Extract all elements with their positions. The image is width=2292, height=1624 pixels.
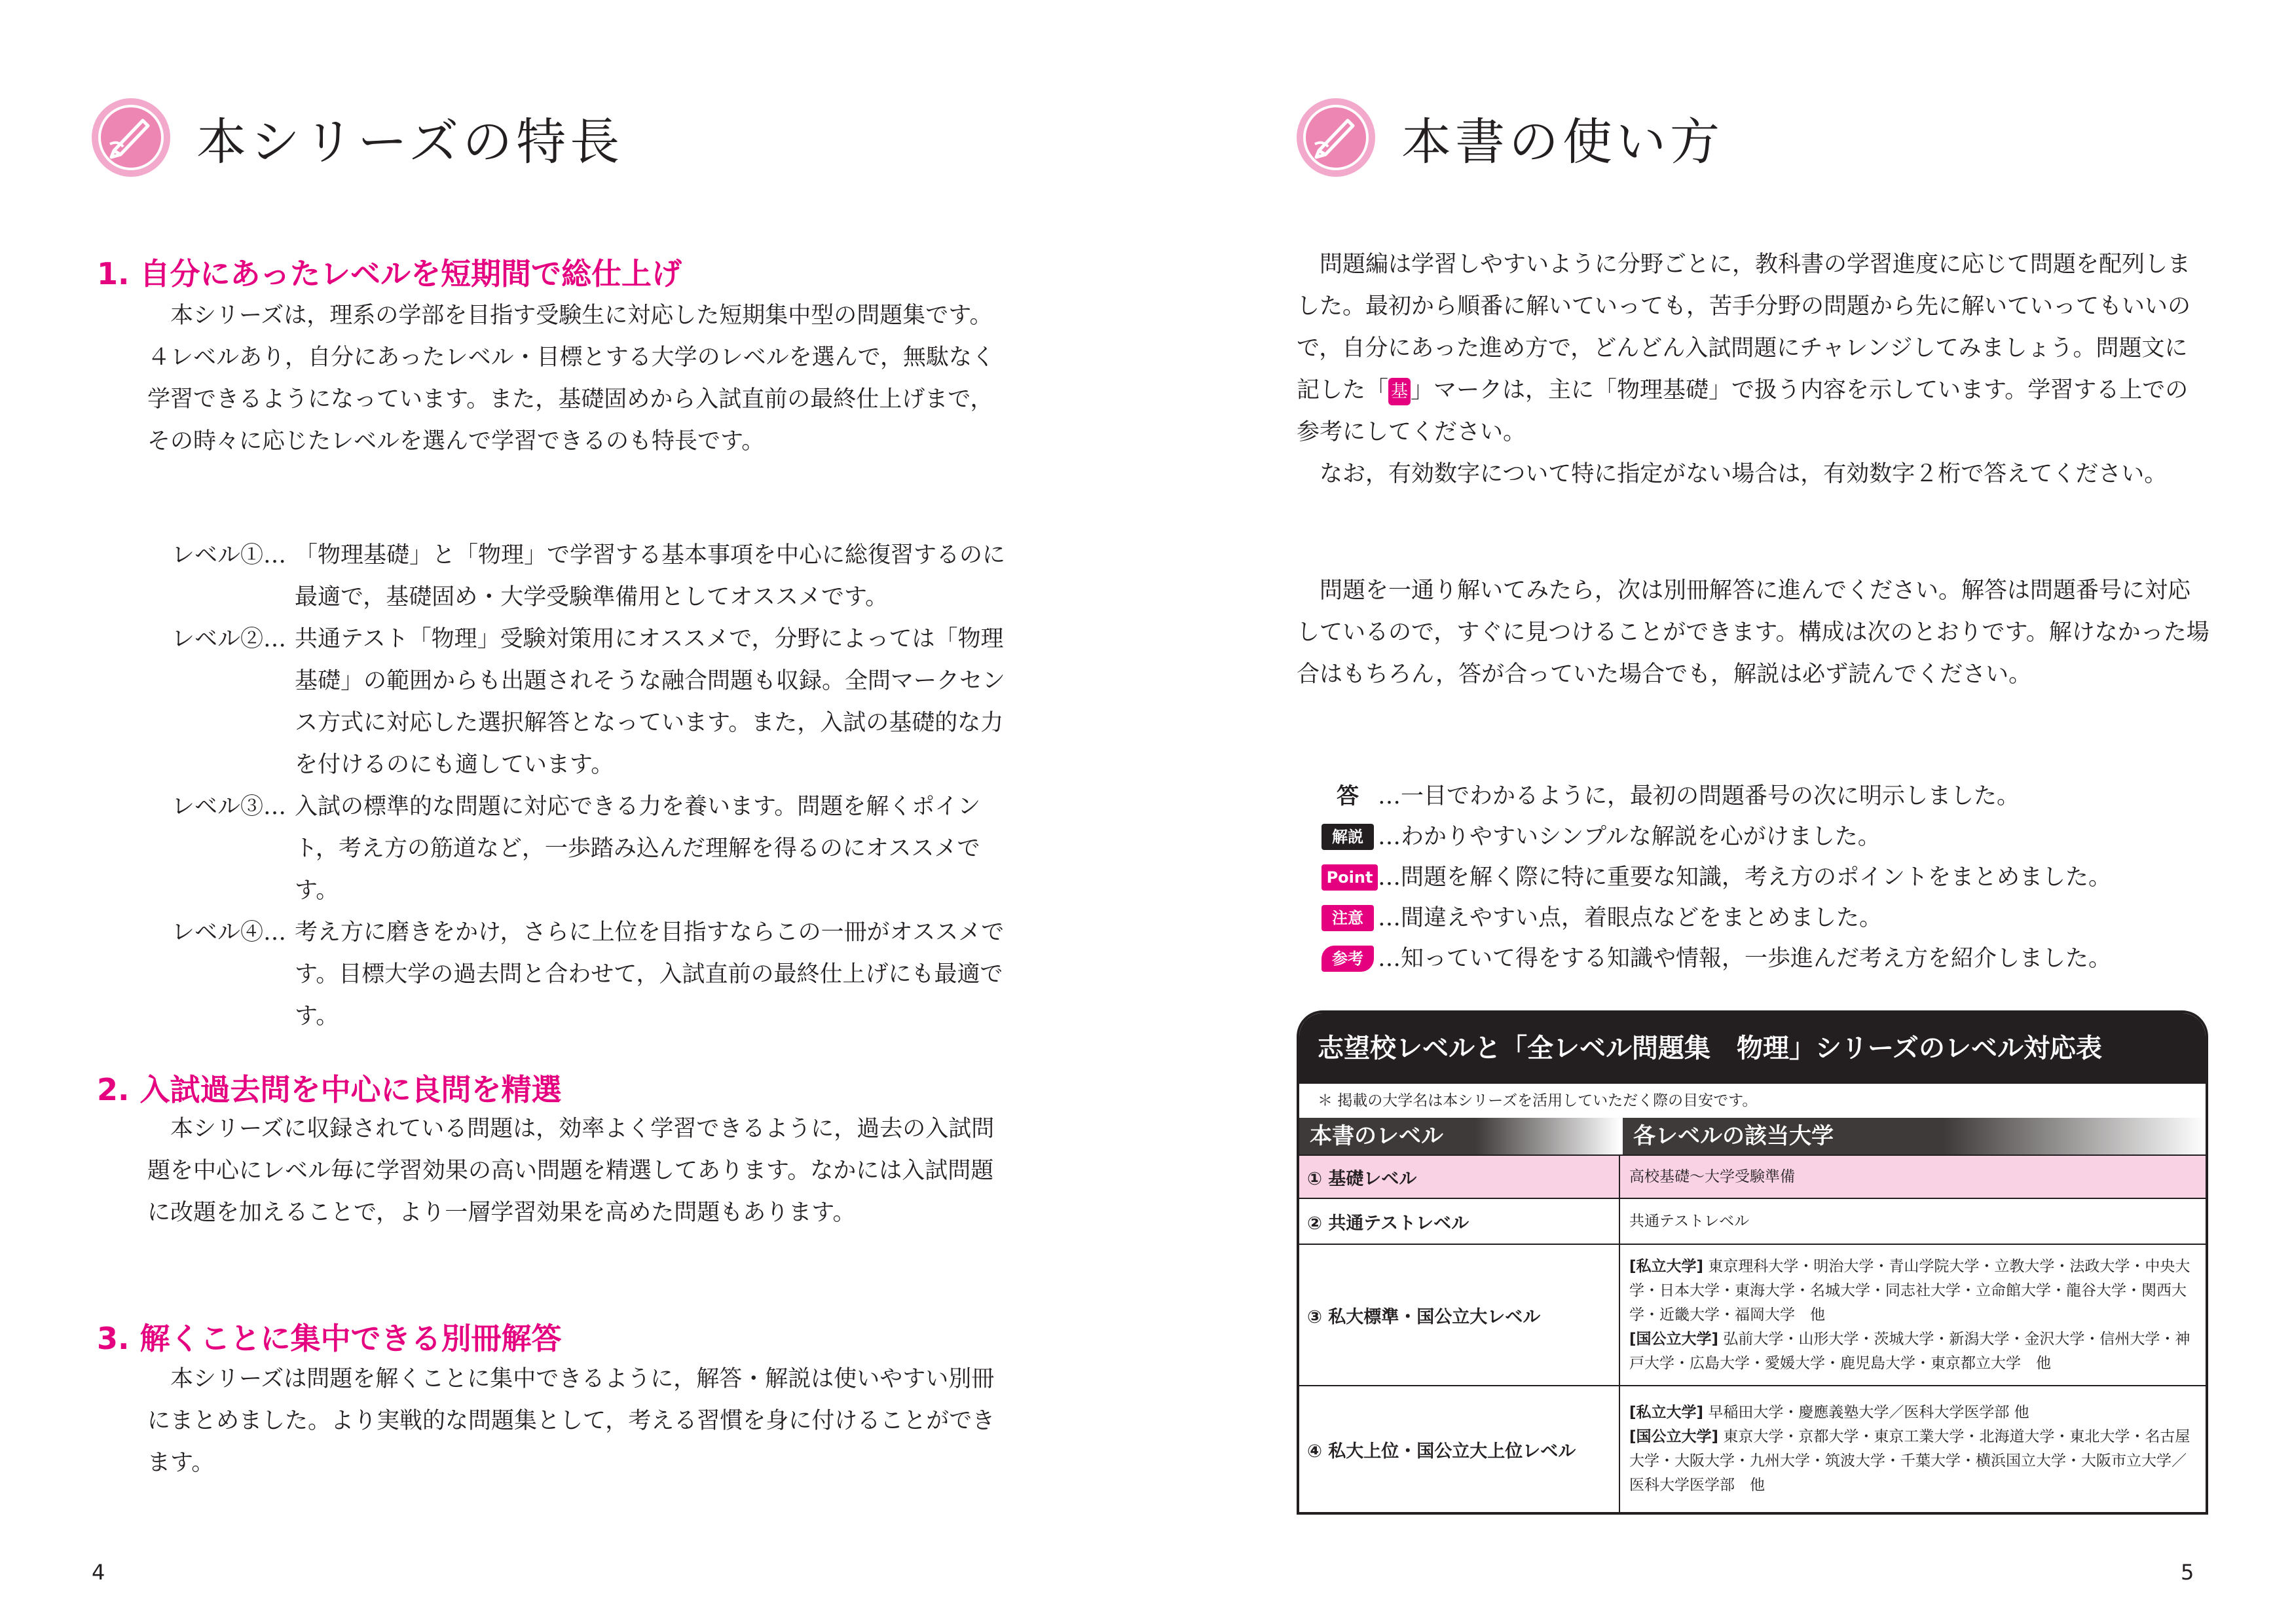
table-row: ④ 私大上位・国公立大上位レベル [私立大学] 早稲田大学・慶應義塾大学／医科大学医学部 他 [国公立大学] 東京大学・京都大学・東京工業大学・北海道大学・東北大学・名古屋大学・大阪大学・九州大学・筑波大学・千葉大学・横浜国立大学・大阪市立大学／医科大学医学部 他 xyxy=(1299,1385,2206,1512)
section-body-3: 本シリーズは問題を解くことに集中できるように，解答・解説は使いやすい別冊にまとめました。より実戦的な問題集として，考える習慣を身に付けることができます。 xyxy=(147,1366,995,1476)
column-header-universities: 各レベルの該当大学 xyxy=(1620,1118,2206,1154)
kihon-mark-badge: 基 xyxy=(1388,378,1411,405)
point-mark-icon: Point xyxy=(1322,864,1378,891)
pen-icon xyxy=(92,98,170,177)
page-number: 4 xyxy=(92,1560,105,1585)
reference-mark-icon: 参考 xyxy=(1322,946,1374,972)
legend-item: 解説 …わかりやすいシンプルな解説を心がけました。 xyxy=(1322,817,2212,857)
table-header xyxy=(1299,1118,2206,1154)
caution-mark-icon: 注意 xyxy=(1322,905,1374,931)
level-list xyxy=(172,534,1016,1037)
section-heading-2: 2. 入試過去問を中心に良問を精選 xyxy=(97,1072,562,1107)
legend-item: Point …問題を解く際に特に重要な知識，考え方のポイントをまとめました。 xyxy=(1322,857,2212,898)
column-header-level: 本書のレベル xyxy=(1299,1118,1620,1154)
page-title: 本シリーズの特長 xyxy=(196,112,624,171)
table-note: ＊ 掲載の大学名は本シリーズを活用していただく際の目安です。 xyxy=(1318,1092,1758,1109)
level-table xyxy=(1297,1010,2208,1515)
section-heading-3: 3. 解くことに集中できる別冊解答 xyxy=(97,1321,562,1356)
table-row: ① 基礎レベル 高校基礎～大学受験準備 xyxy=(1299,1154,2206,1198)
answer-mark-icon: 答 xyxy=(1337,783,1359,809)
level-item: レベル②… 共通テスト「物理」受験対策用にオススメで，分野によっては「物理基礎」の範囲からも出題されそうな融合問題も収録。全問マークセンス方式に対応した選択解答となっています。また，入試の基礎的な力を付けるのにも適しています。 xyxy=(172,626,1006,778)
explanation-mark-icon: 解説 xyxy=(1322,824,1374,850)
legend-item: 注意 …間違えやすい点，着眼点などをまとめました。 xyxy=(1322,898,2212,938)
left-header xyxy=(92,92,623,183)
usage-paragraph-3: 問題を一通り解いてみたら，次は別冊解答に進んでください。解答は問題番号に対応しているので，すぐに見つけることができます。構成は次のとおりです。解けなかった場合はもちろん，答が合っていた場合でも，解説は必ず読んでください。 xyxy=(1297,578,2209,688)
page-title: 本書の使い方 xyxy=(1401,112,1724,171)
section-body-1: 本シリーズは，理系の学部を目指す受験生に対応した短期集中型の問題集です。４レベルあり，自分にあったレベル・目標とする大学のレベルを選んで，無駄なく学習できるようになっています。また，基礎固めから入試直前の最終仕上げまで，その時々に応じたレベルを選んで学習できるのも特長です。 xyxy=(147,303,995,454)
section-body-2: 本シリーズに収録されている問題は，効率よく学習できるように，過去の入試問題を中心にレベル毎に学習効果の高い問題を精選してあります。なかには入試問題に改題を加えることで，より一層学習効果を高めた問題もあります。 xyxy=(147,1116,995,1226)
table-row: ② 共通テストレベル 共通テストレベル xyxy=(1299,1198,2206,1244)
legend-item: 答 …一目でわかるように，最初の問題番号の次に明示しました。 xyxy=(1322,776,2212,817)
usage-paragraph-2: なお，有効数字について特に指定がない場合は，有効数字２桁で答えてください。 xyxy=(1320,461,2168,487)
right-header xyxy=(1297,92,1724,183)
table-title: 志望校レベルと「全レベル問題集 物理」シリーズのレベル対応表 xyxy=(1299,1013,2206,1084)
page-number: 5 xyxy=(2181,1560,2194,1585)
usage-paragraph-1: 問題編は学習しやすいように分野ごとに，教科書の学習進度に応じて問題を配列しました。最初から順番に解いていっても，苦手分野の問題から先に解いていってもいいので，自分にあった進め方で，どんどん入試問題にチャレンジしてみましょう。問題文に記した「 基 」マークは，主に「物理基礎」で扱う内容を示しています。学習する上での参考にしてください。 なお，有効数字について特に指定がない場合は，有効数字２桁で答えてください。 xyxy=(1297,244,2210,495)
pen-icon xyxy=(1297,98,1375,177)
legend-item: 参考 …知っていて得をする知識や情報，一歩進んだ考え方を紹介しました。 xyxy=(1322,938,2212,979)
section-heading-1: 1. 自分にあったレベルを短期間で総仕上げ xyxy=(97,256,682,291)
answer-legend xyxy=(1322,776,2212,979)
level-item: レベル③… 入試の標準的な問題に対応できる力を養います。問題を解くポイント，考え方の筋道など，一歩踏み込んだ理解を得るのにオススメです。 xyxy=(172,794,981,904)
table-row: ③ 私大標準・国公立大レベル [私立大学] 東京理科大学・明治大学・青山学院大学・立教大学・法政大学・中央大学・日本大学・東海大学・名城大学・同志社大学・立命館大学・龍谷大学・関西大学・近畿大学・福岡大学 他 [国公立大学] 弘前大学・山形大学・茨城大学・新潟大学・金沢大学・信州大学・神戸大学・広島大学・愛媛大学・鹿児島大学・東京都立大学 他 xyxy=(1299,1244,2206,1385)
level-item: レベル①… 「物理基礎」と「物理」で学習する基本事項を中心に総復習するのに最適で，基礎固め・大学受験準備用としてオススメです。 xyxy=(172,542,1006,610)
level-item: レベル④… 考え方に磨きをかけ，さらに上位を目指すならこの一冊がオススメです。目標大学の過去問と合わせて，入試直前の最終仕上げにも最適です。 xyxy=(172,919,1005,1029)
